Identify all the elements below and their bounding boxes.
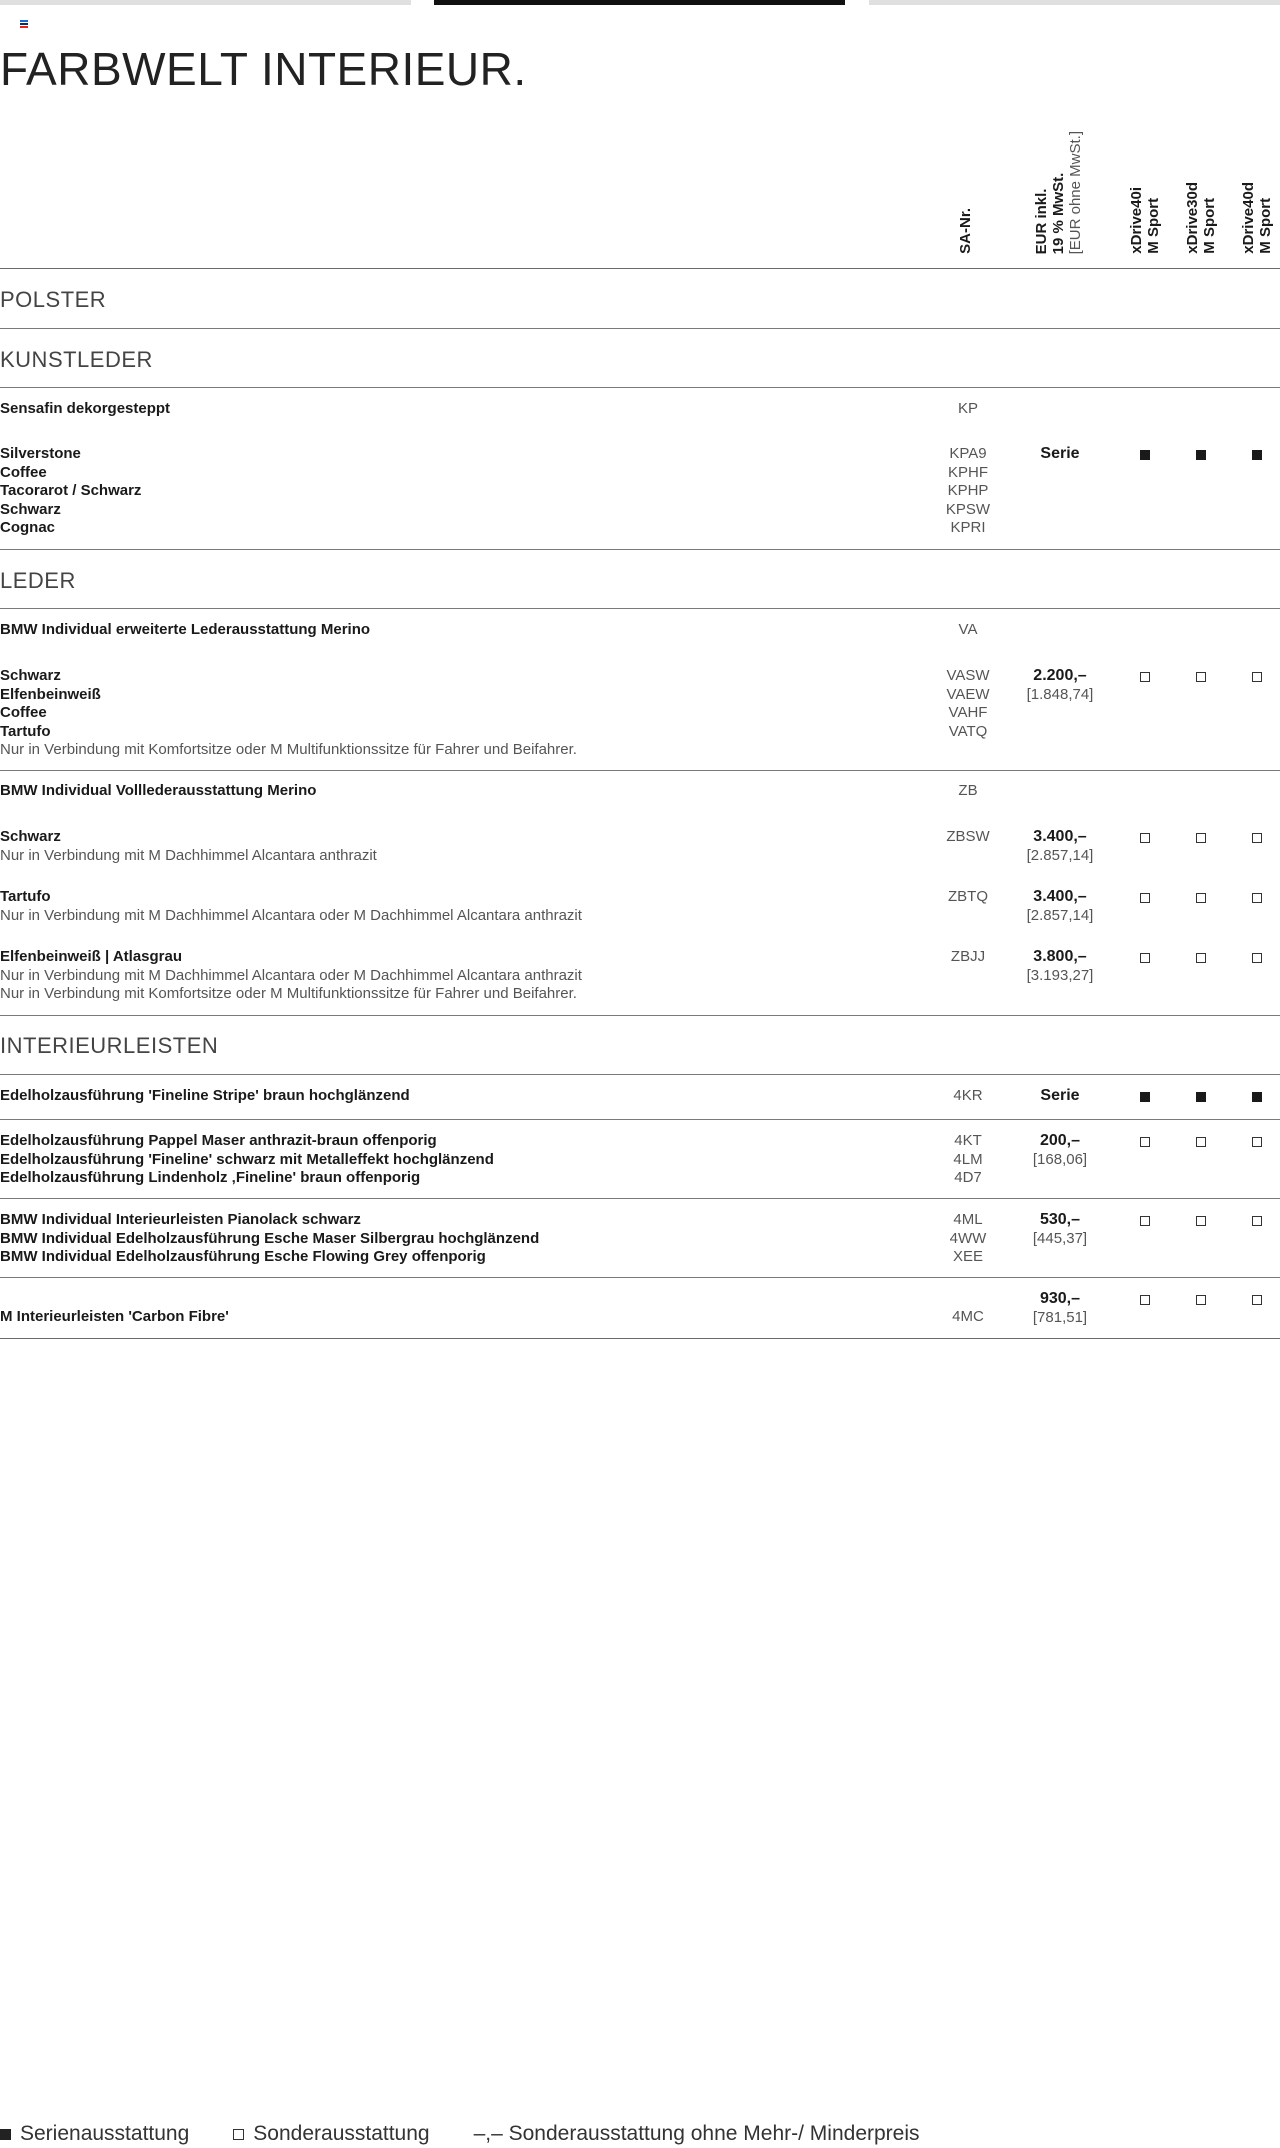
section-title-polster: POLSTER — [0, 287, 107, 312]
optional-equipment-icon — [1140, 1216, 1150, 1226]
divider — [0, 1015, 1280, 1016]
divider — [0, 268, 1280, 269]
optional-equipment-icon — [1140, 893, 1150, 903]
standard-equipment-icon — [0, 2129, 11, 2140]
divider — [0, 1119, 1280, 1120]
optional-equipment-icon — [1196, 672, 1206, 682]
divider — [0, 328, 1280, 329]
legend-option: Sonderausstattung — [233, 2122, 429, 2146]
optional-equipment-icon — [1252, 672, 1262, 682]
section-title-interieurleisten: INTERIEURLEISTEN — [0, 1033, 219, 1058]
standard-equipment-icon — [1140, 450, 1150, 460]
standard-equipment-icon — [1196, 450, 1206, 460]
optional-equipment-icon — [1252, 893, 1262, 903]
page-indicator-1 — [0, 0, 411, 5]
legend-neutral: –,– Sonderausstattung ohne Mehr-/ Minderpreis — [473, 2122, 920, 2145]
standard-equipment-icon — [1196, 1092, 1206, 1102]
optional-equipment-icon — [1252, 953, 1262, 963]
optional-equipment-icon — [1140, 1295, 1150, 1305]
section-title-leder: LEDER — [0, 568, 76, 593]
optional-equipment-icon — [1196, 833, 1206, 843]
optional-equipment-icon — [1140, 833, 1150, 843]
divider — [0, 387, 1280, 388]
optional-equipment-icon — [1196, 1216, 1206, 1226]
divider — [0, 1074, 1280, 1075]
divider — [0, 770, 1280, 771]
page-indicator-active — [434, 0, 845, 5]
optional-equipment-icon — [1252, 1137, 1262, 1147]
optional-equipment-icon — [1196, 893, 1206, 903]
optional-equipment-icon — [1140, 1137, 1150, 1147]
optional-equipment-icon — [1140, 672, 1150, 682]
page-indicator-3 — [869, 0, 1280, 5]
page-title: FARBWELT INTERIEUR. — [0, 43, 527, 95]
divider — [0, 1277, 1280, 1278]
divider — [0, 549, 1280, 550]
standard-equipment-icon — [1252, 450, 1262, 460]
standard-equipment-icon — [1140, 1092, 1150, 1102]
divider — [0, 1338, 1280, 1339]
optional-equipment-icon — [233, 2129, 244, 2140]
section-title-kunstleder: KUNSTLEDER — [0, 347, 153, 372]
optional-equipment-icon — [1252, 1216, 1262, 1226]
standard-equipment-icon — [1252, 1092, 1262, 1102]
legend-standard: Serienausstattung — [0, 2122, 189, 2146]
divider — [0, 608, 1280, 609]
legend — [0, 2122, 964, 2146]
divider — [0, 1198, 1280, 1199]
optional-equipment-icon — [1196, 953, 1206, 963]
optional-equipment-icon — [1140, 953, 1150, 963]
optional-equipment-icon — [1252, 1295, 1262, 1305]
optional-equipment-icon — [1196, 1137, 1206, 1147]
m-logo-icon — [20, 20, 28, 28]
optional-equipment-icon — [1196, 1295, 1206, 1305]
optional-equipment-icon — [1252, 833, 1262, 843]
